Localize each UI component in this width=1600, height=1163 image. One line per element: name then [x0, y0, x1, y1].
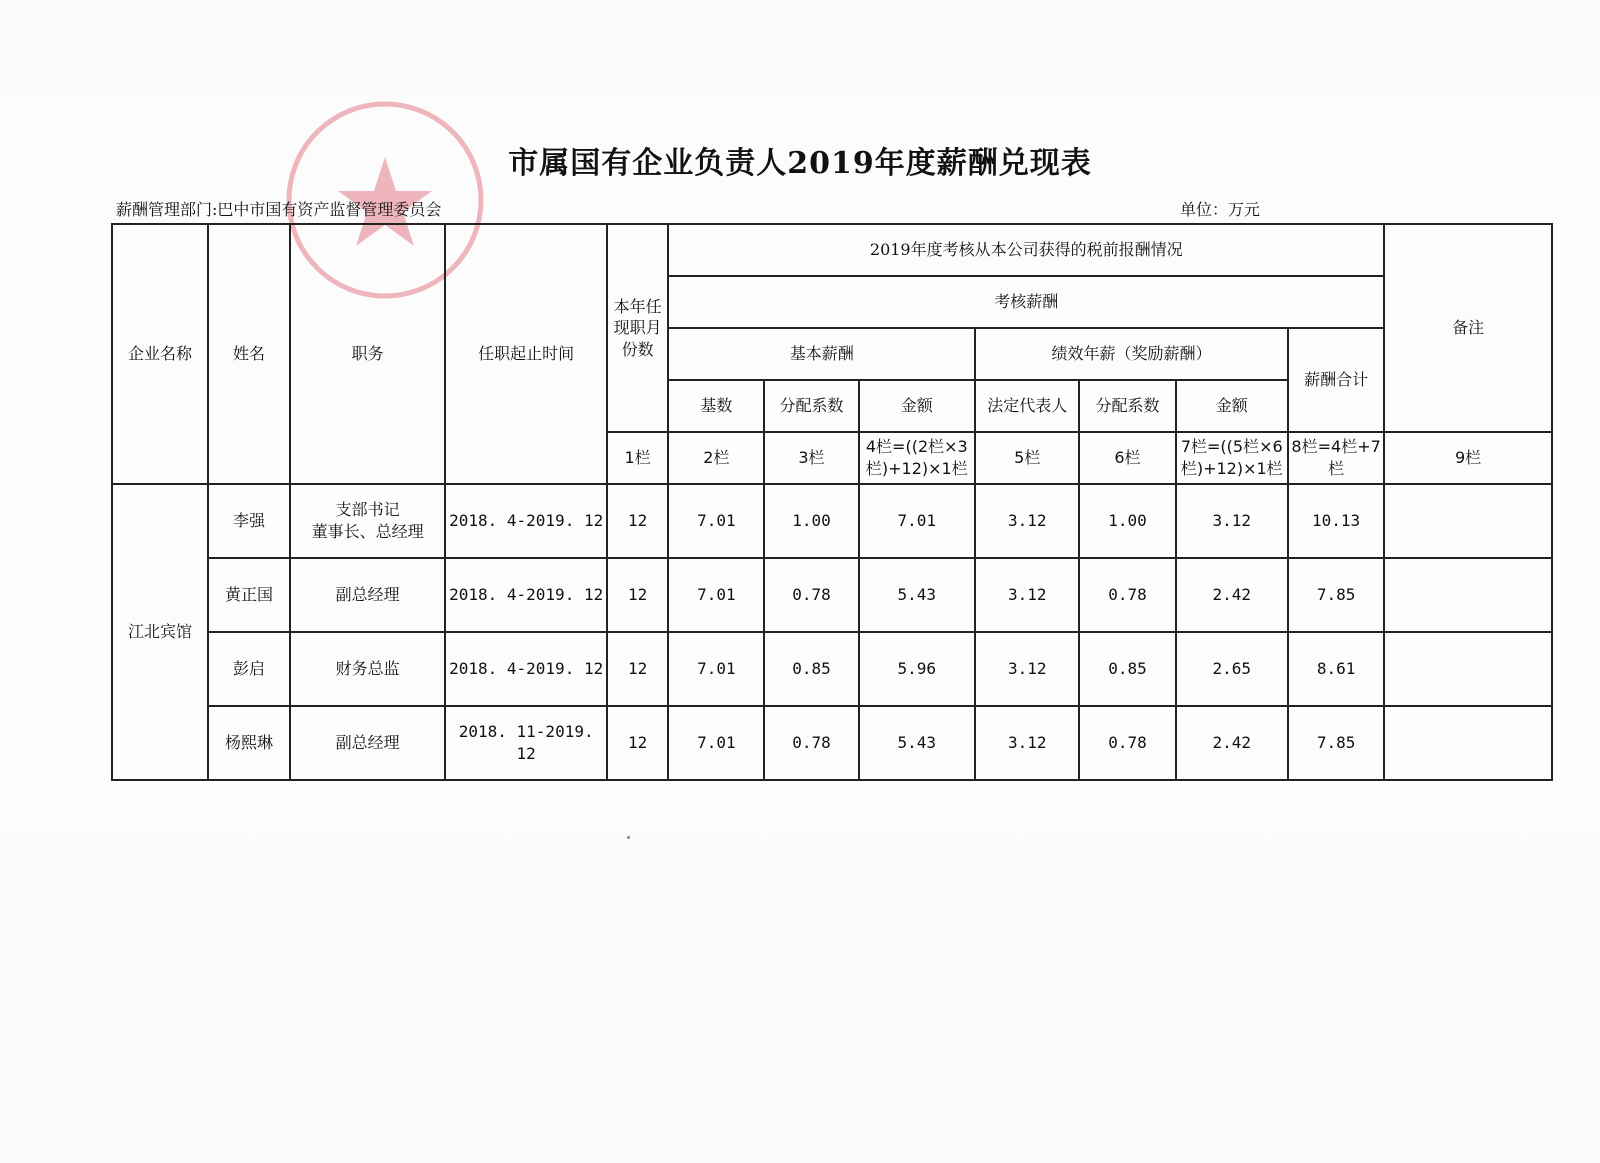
position-cell	[290, 484, 445, 558]
months-cell: 12	[607, 484, 668, 558]
months-cell: 12	[607, 706, 668, 780]
name-cell: 杨熙琳	[208, 706, 290, 780]
legal-rep-cell: 3.12	[975, 484, 1079, 558]
term-cell: 2018. 4-2019. 12	[445, 632, 607, 706]
table-row	[112, 558, 1552, 632]
remark-cell	[1384, 484, 1552, 558]
header-pretax: 2019年度考核从本公司获得的税前报酬情况	[668, 224, 1384, 276]
coef2-cell: 0.85	[1079, 632, 1175, 706]
header-performance: 绩效年薪（奖励薪酬）	[975, 328, 1288, 380]
legal-rep-cell: 3.12	[975, 706, 1079, 780]
col-2: 2栏	[668, 432, 764, 484]
salary-table	[111, 223, 1553, 781]
amount2-cell: 2.42	[1176, 706, 1288, 780]
amount1-cell: 5.43	[859, 558, 976, 632]
coef2-cell: 1.00	[1079, 484, 1175, 558]
total-cell: 7.85	[1288, 706, 1384, 780]
company-cell: 江北宾馆	[112, 484, 208, 780]
header-position: 职务	[290, 224, 445, 484]
col-5: 5栏	[975, 432, 1079, 484]
remark-cell	[1384, 632, 1552, 706]
header-legal-rep: 法定代表人	[975, 380, 1079, 432]
position-line: 支部书记	[335, 500, 400, 520]
department-label: 薪酬管理部门:巴中市国有资产监督管理委员会	[116, 200, 442, 219]
remark-cell	[1384, 558, 1552, 632]
legal-rep-cell: 3.12	[975, 558, 1079, 632]
col-9: 9栏	[1384, 432, 1552, 484]
position-cell: 副总经理	[290, 558, 445, 632]
position-cell: 财务总监	[290, 632, 445, 706]
base-cell: 7.01	[668, 484, 764, 558]
name-cell: 黄正国	[208, 558, 290, 632]
total-cell: 8.61	[1288, 632, 1384, 706]
table-row	[112, 632, 1552, 706]
base-cell: 7.01	[668, 706, 764, 780]
amount2-cell: 2.42	[1176, 558, 1288, 632]
amount2-cell: 2.65	[1176, 632, 1288, 706]
page-title: 市属国有企业负责人2019年度薪酬兑现表	[508, 146, 1092, 181]
base-cell: 7.01	[668, 558, 764, 632]
amount2-cell: 3.12	[1176, 484, 1288, 558]
table-row	[112, 706, 1552, 780]
header-coef2: 分配系数	[1079, 380, 1175, 432]
months-cell: 12	[607, 632, 668, 706]
coef1-cell: 0.78	[764, 558, 858, 632]
total-cell: 10.13	[1288, 484, 1384, 558]
term-cell: 2018. 11-2019. 12	[445, 706, 607, 780]
col-6: 6栏	[1079, 432, 1175, 484]
position-line: 董事长、总经理	[311, 522, 424, 541]
col-1: 1栏	[607, 432, 668, 484]
coef2-cell: 0.78	[1079, 558, 1175, 632]
amount1-cell: 7.01	[859, 484, 976, 558]
header-term: 任职起止时间	[445, 224, 607, 484]
total-cell: 7.85	[1288, 558, 1384, 632]
coef1-cell: 1.00	[764, 484, 858, 558]
coef1-cell: 0.78	[764, 706, 858, 780]
position-cell: 副总经理	[290, 706, 445, 780]
header-assessment: 考核薪酬	[668, 276, 1384, 328]
header-total: 薪酬合计	[1288, 328, 1384, 432]
amount1-cell: 5.43	[859, 706, 976, 780]
amount1-cell: 5.96	[859, 632, 976, 706]
legal-rep-cell: 3.12	[975, 632, 1079, 706]
header-base: 基数	[668, 380, 764, 432]
col-4: 4栏=((2栏×3栏)+12)×1栏	[859, 432, 976, 484]
header-basic: 基本薪酬	[668, 328, 975, 380]
header-remark: 备注	[1384, 224, 1552, 432]
table-row	[112, 484, 1552, 558]
term-cell: 2018. 4-2019. 12	[445, 484, 607, 558]
header-months: 本年任现职月份数	[607, 224, 668, 432]
unit-label: 单位：万元	[1180, 200, 1261, 219]
scan-speck	[627, 836, 630, 839]
col-8: 8栏=4栏+7栏	[1288, 432, 1384, 484]
name-cell: 李强	[208, 484, 290, 558]
col-7: 7栏=((5栏×6栏)+12)×1栏	[1176, 432, 1288, 484]
months-cell: 12	[607, 558, 668, 632]
coef1-cell: 0.85	[764, 632, 858, 706]
header-amount2: 金额	[1176, 380, 1288, 432]
col-3: 3栏	[764, 432, 858, 484]
base-cell: 7.01	[668, 632, 764, 706]
header-coef1: 分配系数	[764, 380, 858, 432]
header-company: 企业名称	[112, 224, 208, 484]
coef2-cell: 0.78	[1079, 706, 1175, 780]
header-amount1: 金额	[859, 380, 976, 432]
header-name: 姓名	[208, 224, 290, 484]
name-cell: 彭启	[208, 632, 290, 706]
remark-cell	[1384, 706, 1552, 780]
term-cell: 2018. 4-2019. 12	[445, 558, 607, 632]
